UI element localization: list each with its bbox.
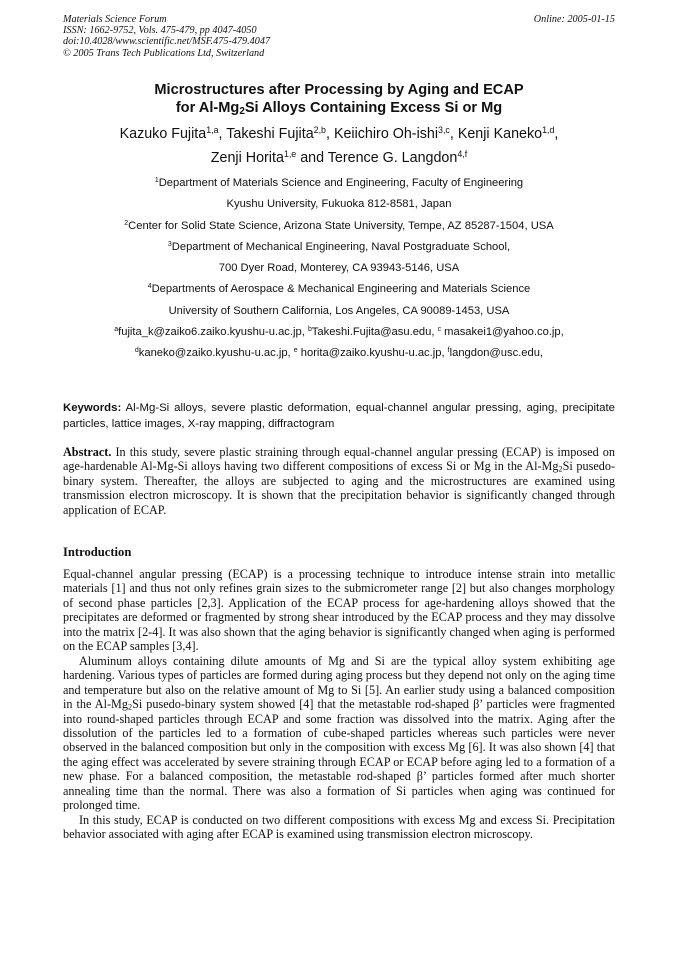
abstract-label: Abstract. [63,445,112,459]
author-name: Terence G. Langdon [327,150,458,166]
affiliation-3: $^3$Department of Mechanical Engineering, Naval Postgraduate School, [167,240,511,253]
online-date: Online: 2005-01-15 [533,14,615,25]
keywords-text: Al-Mg-Si alloys, severe plastic deformation, equal-channel angular pressing, aging, precipitate particles, lattice images, X-ray mapping, diffractogram [63,402,615,430]
affiliation-3-address: 700 Dyer Road, Monterey, CA 93943-5146, USA [218,262,460,275]
affiliations [50,173,628,365]
paper-title [63,81,615,117]
affiliation-2: $^2$Center for Solid State Science, Arizona State University, Tempe, AZ 85287-1504, USA [124,219,554,232]
publication-header [63,14,615,59]
email-line-2: $^d$kaneko@zaiko.kyushu-u.ac.jp, $^e$ horita@zaiko.kyushu-u.ac.jp, $^f$langdon@usc.edu, [134,347,544,360]
introduction-body [63,567,615,842]
abstract: Abstract. In this study, severe plastic straining through equal-channel angular pressing (ECAP) is imposed on age-hardenable Al-Mg-Si alloys having two different compositions of excess Si or Mg in the $Al-Mg_2Si$ pusedo-binary system. Thereafter, the alloys are subjected to aging and the microstructures are examined using transmission electron microscopy. It is shown that the precipitation behavior is significantly changed through application of ECAP. [63,445,615,517]
author-list [50,122,628,170]
title-line-2: for $Al-Mg_2Si$ Alloys Containing Excess Si or Mg [175,100,503,117]
title-line-1: Microstructures after Processing by Aging and ECAP [154,82,524,98]
author-name: Takeshi Fujita [226,126,314,142]
issn-line: ISSN: 1662-9752, Vols. 475-479, pp 4047-4050 [63,25,257,37]
author-name: Kazuko Fujita [119,126,207,142]
author-line-1: Kazuko Fujita$^{1,a}$, Takeshi Fujita$^{2,b}$, Keiichiro Oh-ishi$^{3,c}$, Kenji Kaneko$^{1,d}$, [119,125,559,142]
paragraph: Equal-channel angular pressing (ECAP) is a processing technique to introduce intense strain into metallic materials [1] and thus not only refines grain sizes to the submicrometer range [2] but also changes morphology of second phase particles [2,3]. Application of the ECAP process for age-hardening alloys showed that the precipitates are deformed or fragmented by strong shear introduced by the ECAP process and they may dissolve into the matrix [2-4]. It was also shown that the aging behavior is significantly changed when aging is performed on the ECAP samples [3,4]. [63,567,615,654]
author-line-2: Zenji Horita$^{1,e}$ and Terence G. Langdon$^{4,f}$ [210,149,468,166]
affiliation-1-address: Kyushu University, Fukuoka 812-8581, Japan [226,198,452,211]
keywords-label: Keywords: [63,402,122,414]
journal-name: Materials Science Forum [63,14,167,25]
author-name: Kenji Kaneko [457,126,543,142]
affiliation-1: $^1$Department of Materials Science and Engineering, Faculty of Engineering [154,177,524,189]
copyright-line: © 2005 Trans Tech Publications Ltd, Switzerland [63,47,265,59]
affiliation-4-address: University of Southern California, Los Angeles, CA 90089-1453, USA [168,304,510,317]
keywords [63,401,615,432]
author-name: Keiichiro Oh-ishi [333,126,439,142]
doi-line: doi:10.4028/www.scientific.net/MSF.475-479.4047 [63,36,271,48]
affiliation-4: $^4$Departments of Aerospace & Mechanical Engineering and Materials Science [147,283,531,296]
section-heading-introduction: Introduction [63,545,132,559]
email-line-1: $^a$fujita_k@zaiko6.zaiko.kyushu-u.ac.jp, $^b$Takeshi.Fujita@asu.edu, $^c$ masakei1@yahoo.co.jp, [114,326,564,339]
author-name: Zenji Horita [210,150,284,166]
paragraph: Aluminum alloys containing dilute amounts of Mg and Si are the typical alloy system exhibiting age hardening. Various types of particles are formed during aging process but they depend not only on the aging time and temperature but also on the relative amount of Mg to Si [5]. An earlier study using a balanced composition in the $Al-Mg_2Si$ pusedo-binary system showed [4] that the metastable rod-shaped β’ particles were fragmented into round-shaped particles through ECAP and some fraction was dissolved into the matrix. Aging after the dissolution of the particles led to a formation of cube-shaped particles whereas such particles were never observed in the balanced composition but only in the composition with excess Mg [6]. It was also shown [4] that the aging effect was accelerated by severe straining through ECAP or ECAP before aging led to a formation of a new phase. For a balanced composition, the metastable rod-shaped β’ particles formed after much shorter annealing time than the normal. There was also a formation of Si particles when aging was continued for prolonged time. [63,653,615,813]
paragraph: In this study, ECAP is conducted on two different compositions with excess Mg and excess Si. Precipitation behavior associated with aging after ECAP is examined using transmission electron microscopy. [63,812,615,842]
